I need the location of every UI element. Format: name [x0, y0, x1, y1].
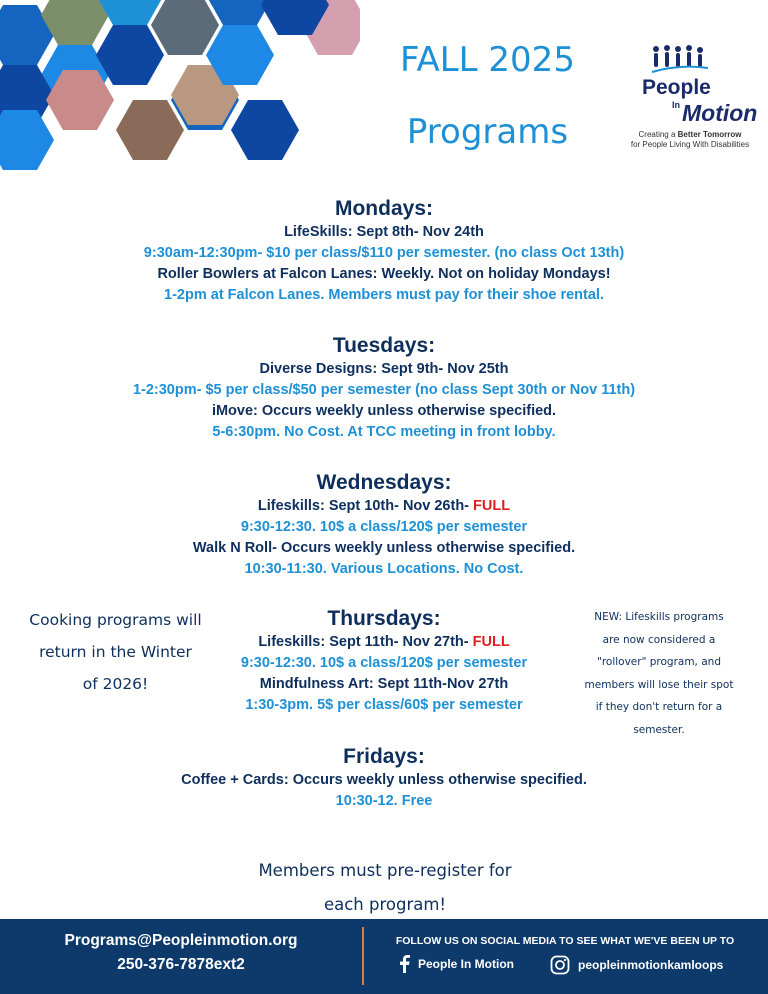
- instagram-link[interactable]: peopleinmotionkamloops: [550, 955, 723, 975]
- tuesday-line-4: 5-6:30pm. No Cost. At TCC meeting in front lobby.: [212, 424, 556, 440]
- cooking-note: Cooking programs will return in the Winter of 2026!: [29, 611, 202, 693]
- contact-phone[interactable]: 250-376-7878ext2: [117, 956, 245, 973]
- tuesday-line-2: 1-2:30pm- $5 per class/$50 per semester (no class Sept 30th or Nov 11th): [132, 382, 636, 398]
- friday-heading: Fridays:: [343, 745, 425, 768]
- title-programs: Programs: [406, 112, 569, 152]
- logo-name-people: People: [642, 76, 711, 99]
- wednesday-line-1: Lifeskills: Sept 10th- Nov 26th- FULL: [257, 498, 511, 514]
- people-figures-icon: [650, 44, 710, 76]
- contact-email[interactable]: Programs@Peopleinmotion.org: [64, 932, 298, 949]
- friday-line-2: 10:30-12. Free: [335, 793, 433, 809]
- wednesday-line-4: 10:30-11:30. Various Locations. No Cost.: [244, 561, 524, 577]
- photo-hex-4: [116, 100, 184, 160]
- title-season: FALL 2025: [400, 40, 575, 80]
- thursday-line-4: 1:30-3pm. 5$ per class/60$ per semester: [245, 697, 523, 713]
- pre-register-note: Members must pre-register for each program!: [258, 861, 512, 914]
- rollover-note: NEW: Lifeskills programs are now considered a "rollover" program, and members will lose their spot if they don't return for a semester.: [584, 611, 734, 736]
- thursday-line-3: Mindfulness Art: Sept 11th-Nov 27th: [259, 676, 509, 692]
- tuesday-line-1: Diverse Designs: Sept 9th- Nov 25th: [259, 361, 509, 377]
- hexagon-photo-collage: [0, 0, 360, 175]
- wednesday-section: [0, 470, 768, 580]
- thursday-line-1: Lifeskills: Sept 11th- Nov 27th- FULL: [258, 634, 510, 650]
- full-status-badge: FULL: [472, 634, 510, 650]
- instagram-icon: [550, 955, 570, 975]
- friday-section: [0, 744, 768, 812]
- photo-hex-2: [151, 0, 219, 55]
- logo-tagline: Creating a Better Tomorrow for People Living With Disabilities: [630, 130, 750, 149]
- tuesday-heading: Tuesdays:: [332, 334, 436, 357]
- logo-name-motion: Motion: [682, 100, 758, 126]
- monday-section: [0, 196, 768, 306]
- footer-bar: [0, 919, 768, 994]
- contact-info: [0, 929, 362, 977]
- tuesday-section: [0, 333, 768, 443]
- thursday-line-2: 9:30-12:30. 10$ a class/120$ per semester: [240, 655, 528, 671]
- monday-line-4: 1-2pm at Falcon Lanes. Members must pay for their shoe rental.: [164, 287, 604, 303]
- footer-divider: [362, 927, 364, 985]
- wednesday-heading: Wednesdays:: [316, 471, 452, 494]
- monday-line-1: LifeSkills: Sept 8th- Nov 24th: [284, 224, 484, 240]
- friday-line-1: Coffee + Cards: Occurs weekly unless otherwise specified.: [181, 772, 587, 788]
- facebook-icon: [398, 955, 410, 973]
- people-in-motion-logo: [620, 40, 760, 155]
- full-status-badge: FULL: [473, 498, 511, 514]
- tuesday-line-3: iMove: Occurs weekly unless otherwise specified.: [211, 403, 557, 419]
- monday-heading: Mondays:: [334, 197, 433, 220]
- logo-name-in: In: [672, 100, 680, 110]
- follow-us-text: FOLLOW US ON SOCIAL MEDIA TO SEE WHAT WE'VE BEEN UP TO: [395, 935, 735, 947]
- facebook-link[interactable]: People In Motion: [398, 955, 514, 973]
- thursday-heading: Thursdays:: [327, 607, 441, 630]
- wednesday-line-2: 9:30-12:30. 10$ a class/120$ per semester: [240, 519, 528, 535]
- wednesday-line-3: Walk N Roll- Occurs weekly unless otherwise specified.: [192, 540, 576, 556]
- monday-line-2: 9:30am-12:30pm- $10 per class/$110 per semester. (no class Oct 13th): [143, 245, 625, 261]
- monday-line-3: Roller Bowlers at Falcon Lanes: Weekly. Not on holiday Mondays!: [157, 266, 611, 282]
